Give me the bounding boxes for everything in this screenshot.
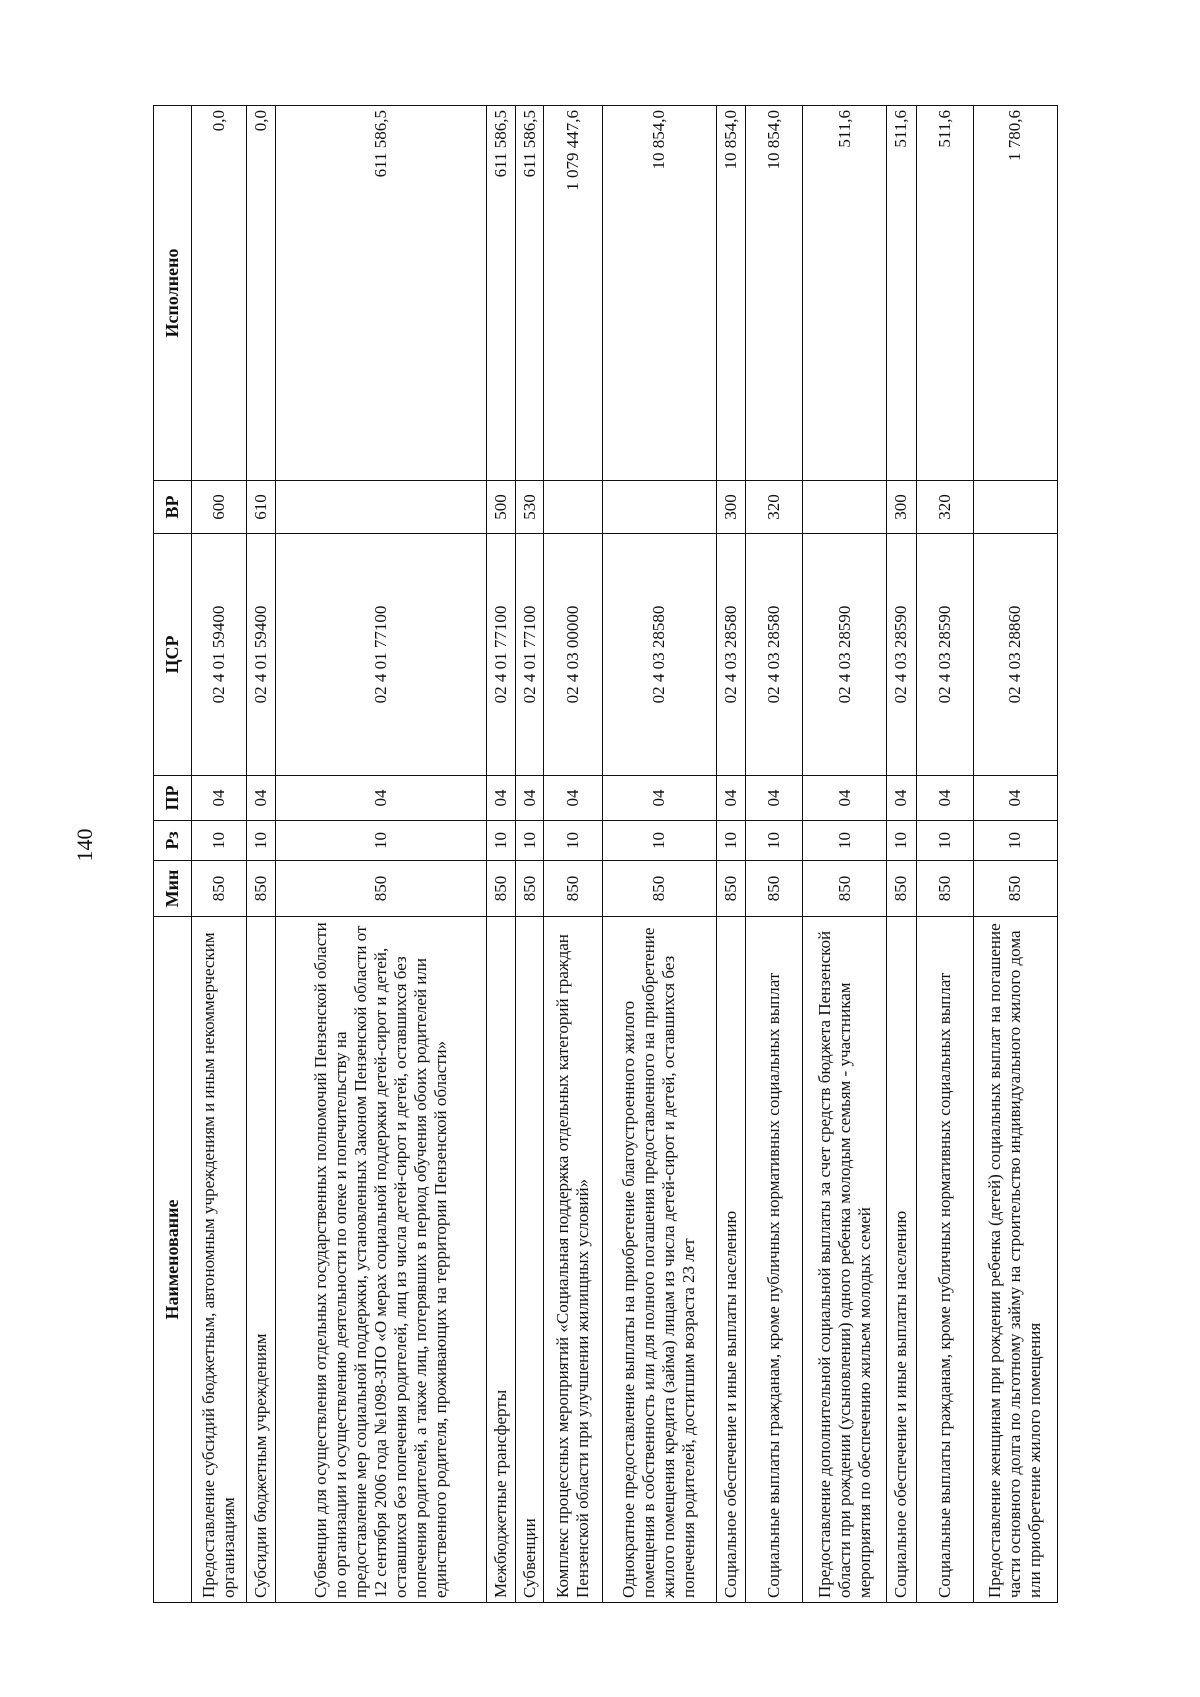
cell-name: Социальные выплаты гражданам, кроме публичных нормативных социальных выплат	[916, 917, 973, 1603]
table-row	[486, 106, 515, 1603]
cell-pr: 04	[192, 776, 247, 821]
cell-min: 850	[486, 861, 515, 917]
cell-executed: 0,0	[192, 106, 247, 481]
cell-rz: 10	[716, 821, 745, 861]
cell-vr: 320	[916, 481, 973, 534]
table-row	[716, 106, 745, 1603]
cell-pr: 04	[543, 776, 602, 821]
cell-executed: 611 586,5	[516, 106, 543, 481]
cell-pr: 04	[973, 776, 1057, 821]
cell-executed: 511,6	[887, 106, 916, 481]
cell-name: Социальные выплаты гражданам, кроме публичных нормативных социальных выплат	[746, 917, 803, 1603]
budget-table	[153, 105, 1058, 1603]
cell-executed: 611 586,5	[486, 106, 515, 481]
cell-executed: 1 780,6	[973, 106, 1057, 481]
cell-min: 850	[192, 861, 247, 917]
cell-vr	[276, 481, 487, 534]
cell-name: Субсидии бюджетным учреждениям	[246, 917, 275, 1603]
cell-pr: 04	[802, 776, 886, 821]
cell-name: Социальное обеспечение и иные выплаты населению	[887, 917, 916, 1603]
cell-min: 850	[602, 861, 716, 917]
cell-vr	[973, 481, 1057, 534]
cell-csr: 02 4 01 77100	[486, 534, 515, 776]
table-row	[516, 106, 543, 1603]
table-row	[916, 106, 973, 1603]
header-pr: ПР	[154, 776, 192, 821]
cell-name: Субвенции	[516, 917, 543, 1603]
cell-csr: 02 4 01 77100	[516, 534, 543, 776]
header-rz: Рз	[154, 821, 192, 861]
cell-executed: 611 586,5	[276, 106, 487, 481]
table-row	[543, 106, 602, 1603]
cell-rz: 10	[916, 821, 973, 861]
table-row	[746, 106, 803, 1603]
cell-min: 850	[973, 861, 1057, 917]
table-row	[802, 106, 886, 1603]
cell-rz: 10	[246, 821, 275, 861]
cell-rz: 10	[802, 821, 886, 861]
cell-rz: 10	[516, 821, 543, 861]
cell-rz: 10	[887, 821, 916, 861]
cell-min: 850	[887, 861, 916, 917]
cell-rz: 10	[746, 821, 803, 861]
table-row	[602, 106, 716, 1603]
cell-executed: 0,0	[246, 106, 275, 481]
cell-csr: 02 4 03 28580	[746, 534, 803, 776]
cell-vr: 600	[192, 481, 247, 534]
cell-pr: 04	[276, 776, 487, 821]
cell-executed: 10 854,0	[602, 106, 716, 481]
cell-vr: 300	[887, 481, 916, 534]
cell-vr	[543, 481, 602, 534]
table-row	[887, 106, 916, 1603]
cell-csr: 02 4 03 28860	[973, 534, 1057, 776]
cell-rz: 10	[276, 821, 487, 861]
cell-name: Межбюджетные трансферты	[486, 917, 515, 1603]
cell-vr: 320	[746, 481, 803, 534]
cell-rz: 10	[602, 821, 716, 861]
cell-min: 850	[246, 861, 275, 917]
cell-vr: 530	[516, 481, 543, 534]
cell-name: Субвенции для осуществления отдельных государственных полномочий Пензенской области по организации и осуществлению деятельности по опеке и попечительству на предоставление мер социальной поддержки, установленных Законом Пензенской области от 12 сентября 2006 года №1098-ЗПО «О мерах социальной поддержки детей-сирот и детей, оставшихся без попечения родителей, лиц из числа детей-сирот и детей, оставшихся без попечения родителей, а также лиц, потерявших в период обучения обоих родителей или единственного родителя, проживающих на территории Пензенской области»	[276, 917, 487, 1603]
page-number: 140	[72, 828, 97, 862]
header-csr: ЦСР	[154, 534, 192, 776]
cell-rz: 10	[486, 821, 515, 861]
cell-vr: 500	[486, 481, 515, 534]
cell-executed: 1 079 447,6	[543, 106, 602, 481]
cell-csr: 02 4 03 28580	[602, 534, 716, 776]
cell-pr: 04	[716, 776, 745, 821]
cell-rz: 10	[192, 821, 247, 861]
cell-csr: 02 4 03 28590	[802, 534, 886, 776]
cell-pr: 04	[486, 776, 515, 821]
rotated-table-container	[153, 106, 1058, 1603]
table-row	[276, 106, 487, 1603]
cell-csr: 02 4 03 28590	[887, 534, 916, 776]
cell-executed: 511,6	[802, 106, 886, 481]
cell-min: 850	[916, 861, 973, 917]
cell-name: Предоставление субсидий бюджетным, автономным учреждениям и иным некоммерческим организациям	[192, 917, 247, 1603]
cell-executed: 511,6	[916, 106, 973, 481]
cell-min: 850	[716, 861, 745, 917]
cell-csr: 02 4 01 59400	[192, 534, 247, 776]
cell-min: 850	[516, 861, 543, 917]
header-min: Мин	[154, 861, 192, 917]
cell-rz: 10	[543, 821, 602, 861]
cell-min: 850	[802, 861, 886, 917]
cell-vr	[802, 481, 886, 534]
header-name: Наименование	[154, 917, 192, 1603]
table-row	[246, 106, 275, 1603]
cell-csr: 02 4 03 28590	[916, 534, 973, 776]
cell-pr: 04	[246, 776, 275, 821]
cell-csr: 02 4 01 59400	[246, 534, 275, 776]
table-header-row	[154, 106, 192, 1603]
cell-name: Предоставление женщинам при рождении ребенка (детей) социальных выплат на погашение части основного долга по льготному займу на строительство индивидуального жилого дома или приобретение жилого помещения	[973, 917, 1057, 1603]
cell-vr: 610	[246, 481, 275, 534]
cell-vr: 300	[716, 481, 745, 534]
cell-pr: 04	[602, 776, 716, 821]
header-vr: ВР	[154, 481, 192, 534]
cell-pr: 04	[887, 776, 916, 821]
cell-pr: 04	[516, 776, 543, 821]
cell-vr	[602, 481, 716, 534]
cell-min: 850	[543, 861, 602, 917]
cell-min: 850	[746, 861, 803, 917]
cell-csr: 02 4 03 00000	[543, 534, 602, 776]
table-row	[973, 106, 1057, 1603]
cell-name: Комплекс процессных мероприятий «Социальная поддержка отдельных категорий граждан Пензенской области при улучшении жилищных условий»	[543, 917, 602, 1603]
cell-rz: 10	[973, 821, 1057, 861]
cell-name: Социальное обеспечение и иные выплаты населению	[716, 917, 745, 1603]
cell-pr: 04	[746, 776, 803, 821]
cell-csr: 02 4 03 28580	[716, 534, 745, 776]
cell-pr: 04	[916, 776, 973, 821]
cell-min: 850	[276, 861, 487, 917]
cell-executed: 10 854,0	[716, 106, 745, 481]
header-executed: Исполнено	[154, 106, 192, 481]
cell-name: Предоставление дополнительной социальной выплаты за счет средств бюджета Пензенской области при рождении (усыновлении) одного ребенка молодым семьям - участникам мероприятия по обеспечению жильем молодых семей	[802, 917, 886, 1603]
cell-executed: 10 854,0	[746, 106, 803, 481]
cell-name: Однократное предоставление выплаты на приобретение благоустроенного жилого помещения в собственность или для полного погашения предоставленного на приобретение жилого помещения кредита (займа) лицам из числа детей-сирот и детей, оставшихся без попечения родителей, достигшим возраста 23 лет	[602, 917, 716, 1603]
table-row	[192, 106, 247, 1603]
cell-csr: 02 4 01 77100	[276, 534, 487, 776]
